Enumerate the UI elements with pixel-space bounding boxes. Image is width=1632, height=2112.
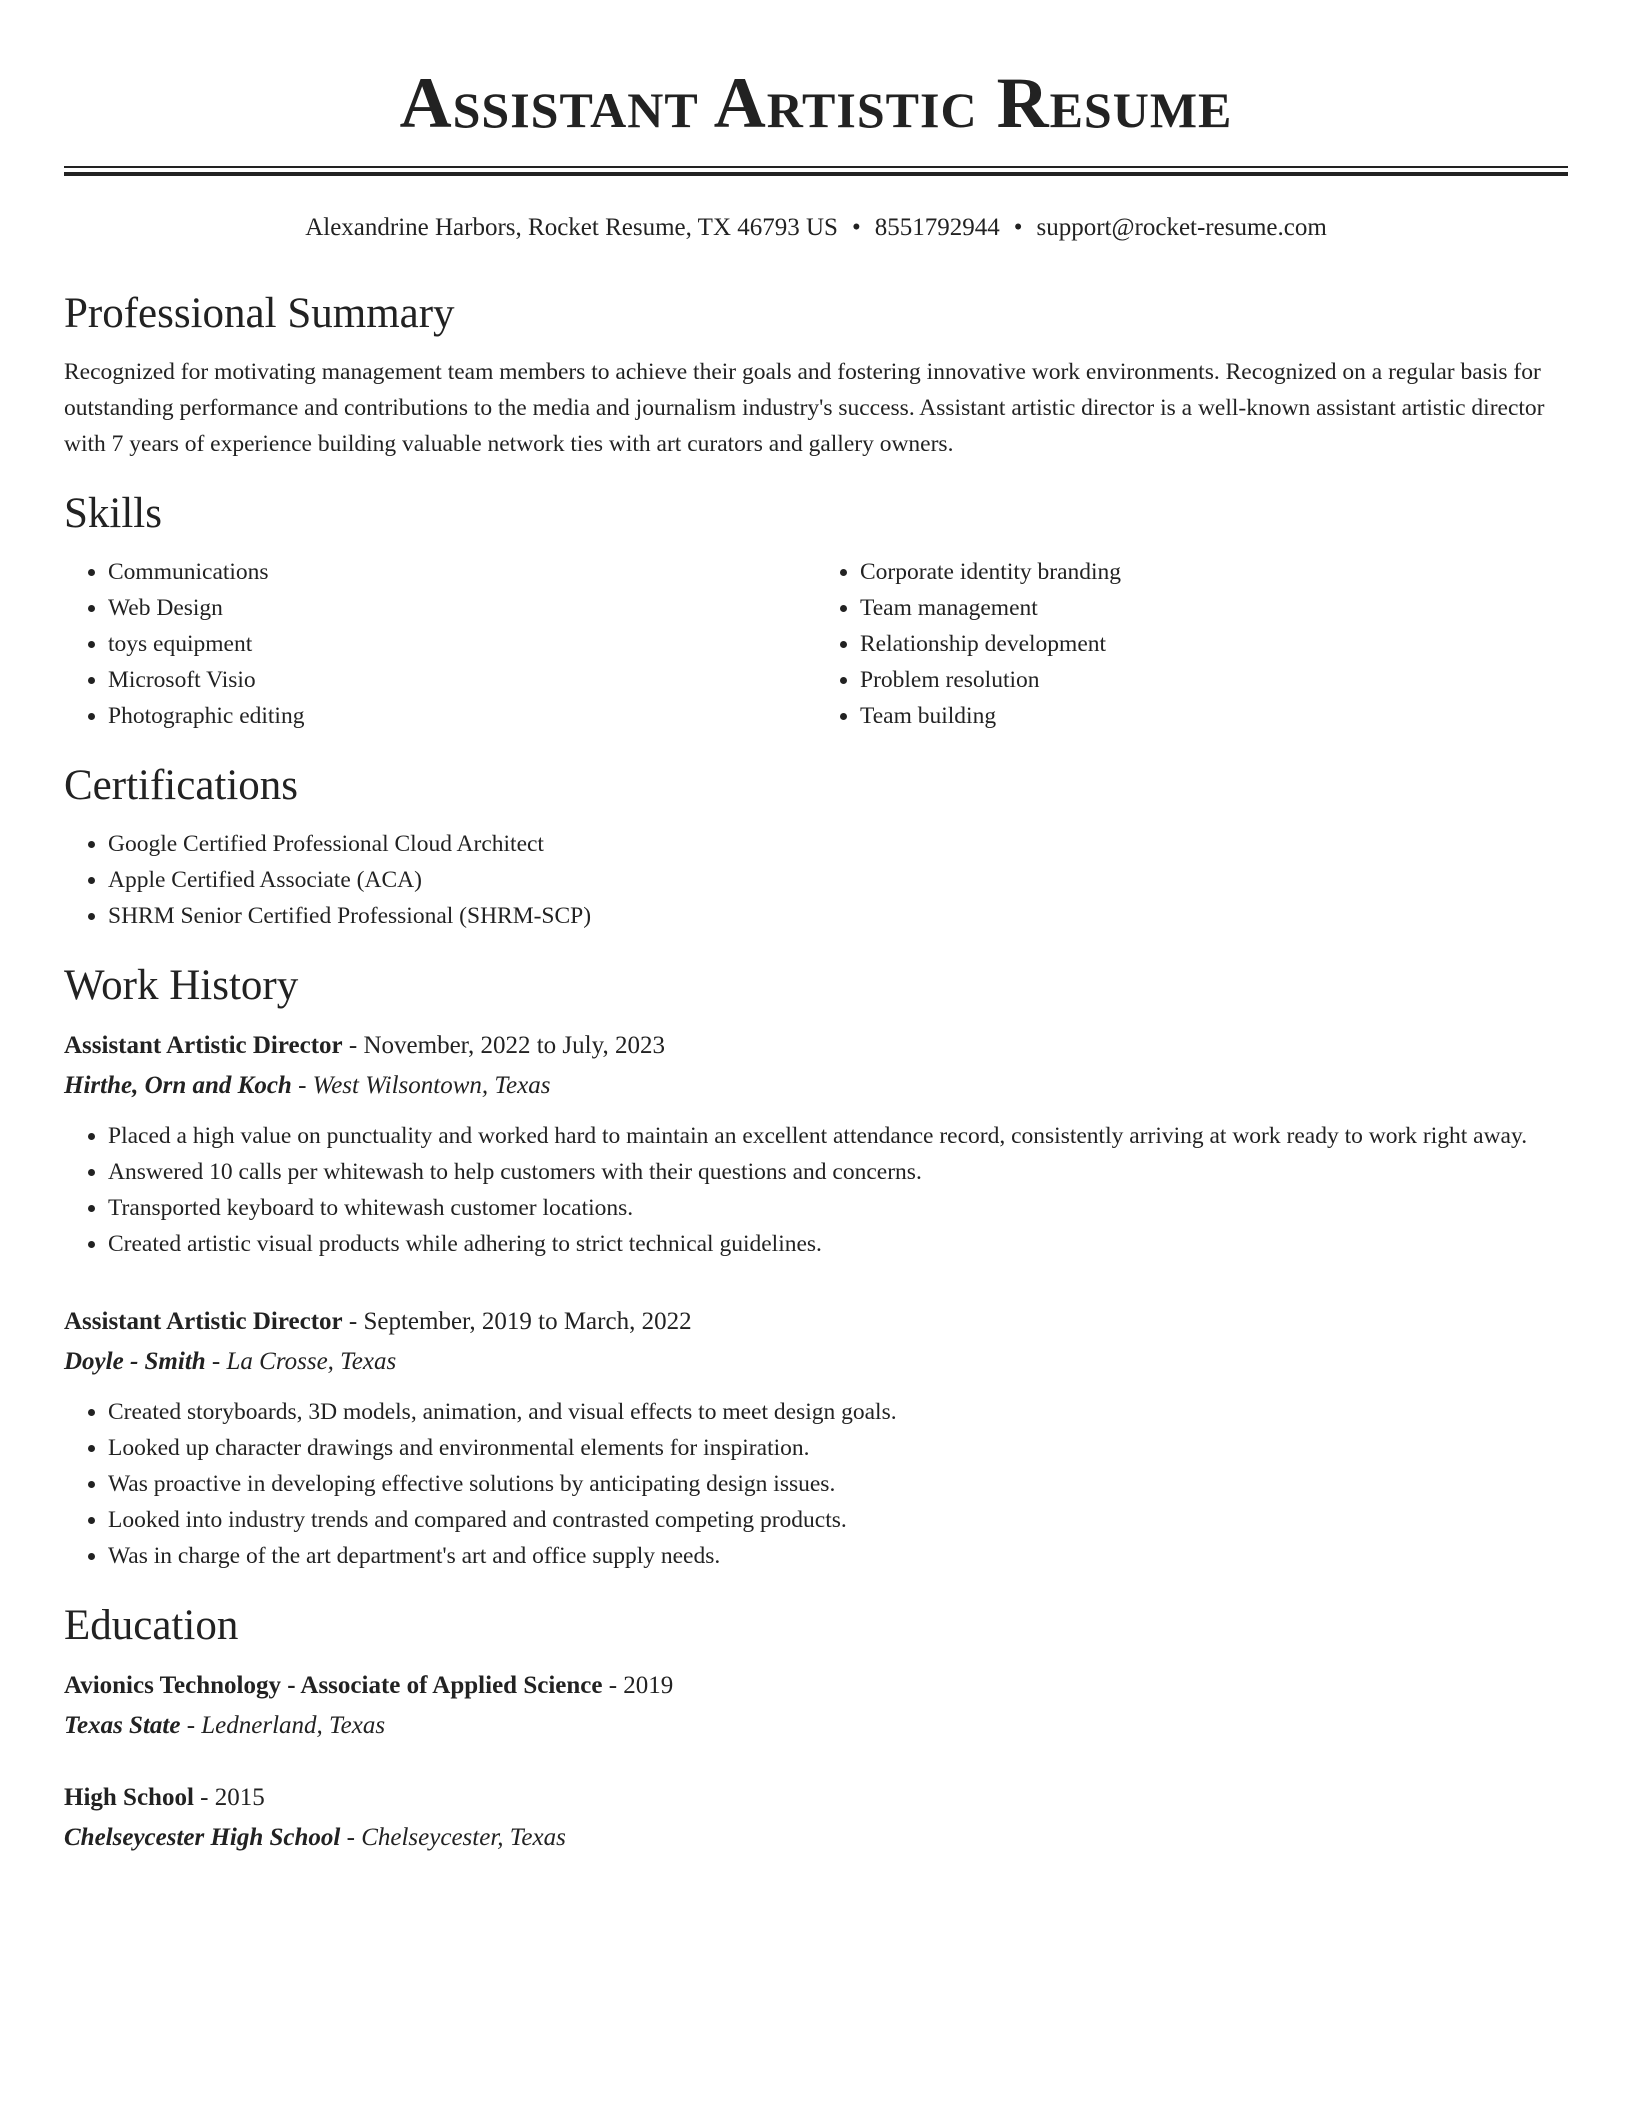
- contact-email: support@rocket-resume.com: [1036, 214, 1327, 241]
- skill-item: • Relationship development: [860, 626, 1568, 662]
- job-duties-list: [64, 1394, 1568, 1574]
- work-history-heading: Work History: [64, 962, 299, 1009]
- job-location: West Wilsontown, Texas: [312, 1072, 551, 1099]
- job-company: Hirthe, Orn and Koch: [64, 1072, 292, 1099]
- education-heading: Education: [64, 1602, 239, 1649]
- education-year: 2019: [623, 1672, 674, 1699]
- job-company: Doyle - Smith: [64, 1348, 206, 1375]
- contact-line: [64, 210, 1568, 246]
- skill-item: • Photographic editing: [108, 698, 816, 734]
- summary-heading: Professional Summary: [64, 290, 455, 337]
- job-employer: Hirthe, Orn and Koch - West Wilsontown, Texas: [64, 1072, 551, 1099]
- job-duty: • Looked into industry trends and compared and contrasted competing products.: [108, 1502, 1568, 1538]
- job-duty: • Looked up character drawings and environmental elements for inspiration.: [108, 1430, 1568, 1466]
- certifications-heading: Certifications: [64, 762, 299, 809]
- skills-grid: [64, 554, 1568, 734]
- job-duty: • Created artistic visual products while adhering to strict technical guidelines.: [108, 1226, 1568, 1262]
- education-entry: [64, 1778, 1568, 1858]
- skill-item: • Web Design: [108, 590, 816, 626]
- certification-item: • SHRM Senior Certified Professional (SHRM-SCP): [108, 898, 1568, 934]
- certification-item: • Apple Certified Associate (ACA): [108, 862, 1568, 898]
- education-header: High School - 2015: [64, 1784, 265, 1811]
- certifications-list: [64, 826, 1568, 934]
- contact-separator: •: [1013, 214, 1023, 241]
- resume-title: Assistant Artistic Resume: [399, 63, 1233, 143]
- job-location: La Crosse, Texas: [226, 1348, 397, 1375]
- summary-text: Recognized for motivating management team members to achieve their goals and fostering innovative work environments. Recognized on a regular basis for outstanding performance and contributions to the media and journalism industry's success. Assistant artistic director is a well-known assistant artistic director with 7 years of experience building valuable network ties with art curators and gallery owners.: [64, 359, 1545, 457]
- title-divider: [64, 166, 1568, 176]
- job-duties-list: [64, 1118, 1568, 1262]
- job-duty: • Placed a high value on punctuality and worked hard to maintain an excellent attendance record, consistently arriving at work ready to work right away.: [108, 1118, 1568, 1154]
- education-section: [64, 1598, 1568, 1858]
- job-entry: [64, 1302, 1568, 1574]
- summary-section: [64, 286, 1568, 462]
- education-year: 2015: [214, 1784, 265, 1811]
- certifications-section: [64, 758, 1568, 934]
- education-school: Texas State: [64, 1712, 181, 1739]
- contact-phone: 8551792944: [874, 214, 1000, 241]
- job-header: Assistant Artistic Director - September, 2019 to March, 2022: [64, 1308, 692, 1335]
- certification-item: • Google Certified Professional Cloud Architect: [108, 826, 1568, 862]
- job-dates: November, 2022 to July, 2023: [363, 1032, 665, 1059]
- education-location: Lednerland, Texas: [201, 1712, 386, 1739]
- job-header: Assistant Artistic Director - November, 2022 to July, 2023: [64, 1032, 665, 1059]
- job-entry: [64, 1026, 1568, 1262]
- education-entry: [64, 1666, 1568, 1746]
- job-duty: • Transported keyboard to whitewash customer locations.: [108, 1190, 1568, 1226]
- job-employer: Doyle - Smith - La Crosse, Texas: [64, 1348, 397, 1375]
- skill-item: • Team management: [860, 590, 1568, 626]
- education-school: Chelseycester High School: [64, 1824, 341, 1851]
- education-degree: Avionics Technology - Associate of Applied Science: [64, 1672, 603, 1699]
- education-school-line: Texas State - Lednerland, Texas: [64, 1712, 386, 1739]
- education-degree: High School: [64, 1784, 194, 1811]
- job-duty: • Was proactive in developing effective solutions by anticipating design issues.: [108, 1466, 1568, 1502]
- job-duty: • Answered 10 calls per whitewash to help customers with their questions and concerns.: [108, 1154, 1568, 1190]
- skill-item: • Communications: [108, 554, 816, 590]
- education-school-line: Chelseycester High School - Chelseycester, Texas: [64, 1824, 566, 1851]
- skills-left-list: [64, 554, 816, 734]
- education-header: Avionics Technology - Associate of Applied Science - 2019: [64, 1672, 674, 1699]
- contact-address: Alexandrine Harbors, Rocket Resume, TX 46793 US: [305, 214, 838, 241]
- education-location: Chelseycester, Texas: [361, 1824, 566, 1851]
- skills-section: [64, 486, 1568, 734]
- job-role: Assistant Artistic Director: [64, 1308, 343, 1335]
- skills-right-list: [816, 554, 1568, 734]
- skill-item: • Problem resolution: [860, 662, 1568, 698]
- skill-item: • toys equipment: [108, 626, 816, 662]
- skill-item: • Corporate identity branding: [860, 554, 1568, 590]
- job-duty: • Created storyboards, 3D models, animation, and visual effects to meet design goals.: [108, 1394, 1568, 1430]
- contact-separator: •: [851, 214, 861, 241]
- work-history-section: [64, 958, 1568, 1574]
- skill-item: • Microsoft Visio: [108, 662, 816, 698]
- job-duty: • Was in charge of the art department's art and office supply needs.: [108, 1538, 1568, 1574]
- skill-item: • Team building: [860, 698, 1568, 734]
- skills-heading: Skills: [64, 490, 162, 537]
- job-role: Assistant Artistic Director: [64, 1032, 343, 1059]
- job-dates: September, 2019 to March, 2022: [363, 1308, 692, 1335]
